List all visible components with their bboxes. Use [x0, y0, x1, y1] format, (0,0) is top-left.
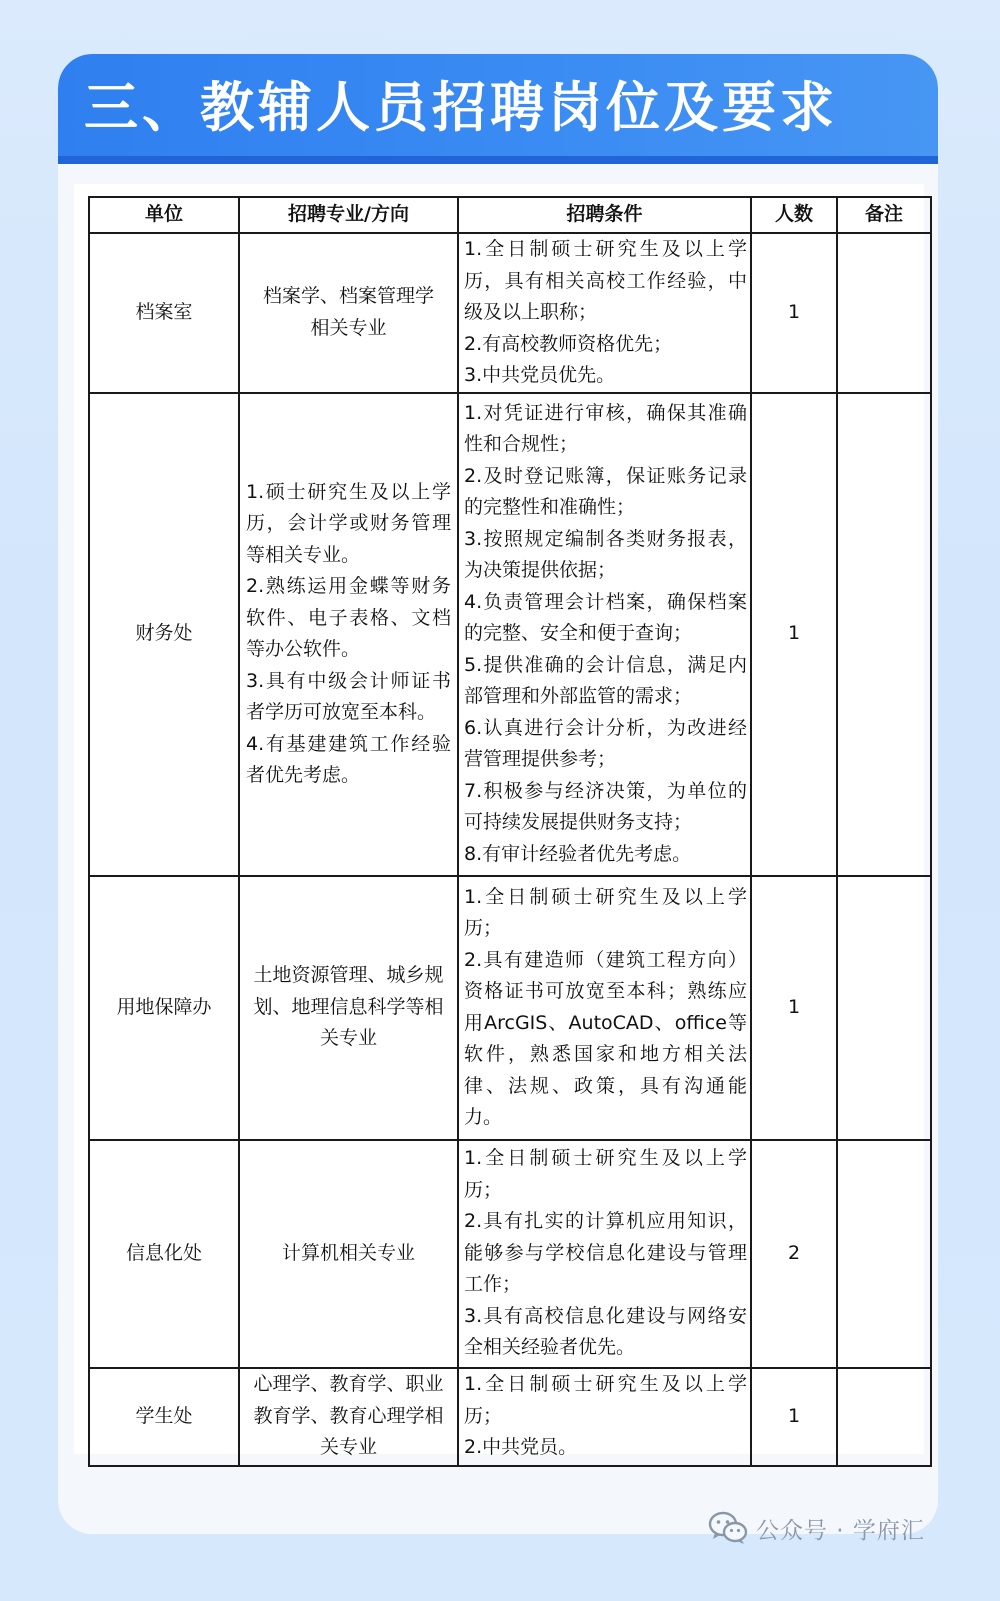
condition-line: 2.具有扎实的计算机应用知识，能够参与学校信息化建设与管理工作； — [464, 1210, 747, 1296]
table-row — [89, 1140, 931, 1368]
cell-note — [837, 1368, 931, 1466]
major-line: 相关专业 — [310, 316, 387, 339]
column-header-conditions: 招聘条件 — [458, 197, 751, 233]
cell-note — [837, 233, 931, 393]
major-line: 土地资源管理、城乡规划、地理信息科学等相关专业 — [253, 964, 444, 1050]
condition-line: 8.有审计经验者优先考虑。 — [464, 842, 692, 865]
column-header-count: 人数 — [751, 197, 837, 233]
table-header-row — [89, 197, 931, 233]
major-line: 4.有基建建筑工作经验者优先考虑。 — [246, 732, 451, 786]
condition-line: 4.负责管理会计档案，确保档案的完整、安全和便于查询； — [464, 590, 747, 645]
condition-line: 2.及时登记账簿，保证账务记录的完整性和准确性； — [464, 464, 747, 519]
cell-major — [239, 1140, 458, 1368]
cell-unit: 财务处 — [89, 393, 239, 876]
page-title: 三、教辅人员招聘岗位及要求 — [84, 76, 838, 139]
major-line: 3.具有中级会计师证书者学历可放宽至本科。 — [246, 669, 451, 723]
cell-major — [239, 876, 458, 1140]
cell-unit: 学生处 — [89, 1368, 239, 1466]
title-banner — [58, 54, 938, 164]
cell-count: 1 — [751, 876, 837, 1140]
condition-line: 3.按照规定编制各类财务报表，为决策提供依据； — [464, 527, 747, 582]
major-line: 2.熟练运用金蝶等财务软件、电子表格、文档等办公软件。 — [246, 575, 451, 660]
cell-count: 1 — [751, 1368, 837, 1466]
condition-line: 2.具有建造师（建筑工程方向）资格证书可放宽至本科；熟练应用ArcGIS、AutoCAD、office等软件，熟悉国家和地方相关法律、法规、政策，具有沟通能力。 — [464, 948, 747, 1128]
table-row — [89, 1368, 931, 1466]
watermark — [708, 1508, 925, 1548]
cell-major — [239, 393, 458, 876]
cell-note — [837, 393, 931, 876]
cell-note — [837, 876, 931, 1140]
cell-count: 1 — [751, 393, 837, 876]
cell-conditions — [458, 1368, 751, 1466]
condition-line: 1.全日制硕士研究生及以上学历； — [464, 1147, 747, 1201]
recruitment-table — [88, 196, 932, 1467]
poster-card — [58, 54, 938, 1534]
condition-line: 3.具有高校信息化建设与网络安全相关经验者优先。 — [464, 1304, 747, 1359]
major-line: 1.硕士研究生及以上学历，会计学或财务管理等相关专业。 — [246, 480, 451, 566]
condition-line: 1.全日制硕士研究生及以上学历； — [464, 1373, 747, 1427]
condition-line: 3.中共党员优先。 — [464, 364, 616, 386]
watermark-text: 公众号 · 学府汇 — [756, 1517, 925, 1544]
cell-conditions — [458, 393, 751, 876]
cell-unit: 信息化处 — [89, 1140, 239, 1368]
cell-conditions — [458, 1140, 751, 1368]
cell-major — [239, 233, 458, 393]
major-line: 档案学、档案管理学 — [262, 285, 434, 308]
cell-count: 1 — [751, 233, 837, 393]
cell-major — [239, 1368, 458, 1466]
cell-unit: 用地保障办 — [89, 876, 239, 1140]
column-header-unit: 单位 — [89, 197, 239, 233]
condition-line: 7.积极参与经济决策，为单位的可持续发展提供财务支持； — [464, 779, 747, 834]
table-sheet — [74, 184, 924, 1459]
condition-line: 6.认真进行会计分析，为改进经营管理提供参考； — [464, 716, 747, 771]
major-line: 计算机相关专业 — [281, 1241, 415, 1264]
major-line: 心理学、教育学、职业教育学、教育心理学相关专业 — [253, 1373, 444, 1459]
condition-line: 2.中共党员。 — [464, 1436, 578, 1459]
wechat-icon — [708, 1511, 748, 1545]
condition-line: 1.全日制硕士研究生及以上学历，具有相关高校工作经验，中级及以上职称； — [464, 238, 747, 323]
table-row — [89, 233, 931, 393]
banner-underline — [58, 156, 938, 164]
table-row — [89, 393, 931, 876]
condition-line: 1.对凭证进行审核，确保其准确性和合规性； — [464, 401, 747, 456]
cell-count: 2 — [751, 1140, 837, 1368]
cell-conditions — [458, 876, 751, 1140]
cell-conditions — [458, 233, 751, 393]
column-header-note: 备注 — [837, 197, 931, 233]
condition-line: 2.有高校教师资格优先； — [464, 332, 673, 355]
cell-unit: 档案室 — [89, 233, 239, 393]
table-row — [89, 876, 931, 1140]
condition-line: 1.全日制硕士研究生及以上学历； — [464, 885, 747, 939]
cell-note — [837, 1140, 931, 1368]
condition-line: 5.提供准确的会计信息，满足内部管理和外部监管的需求； — [464, 653, 747, 708]
column-header-major: 招聘专业/方向 — [239, 197, 458, 233]
